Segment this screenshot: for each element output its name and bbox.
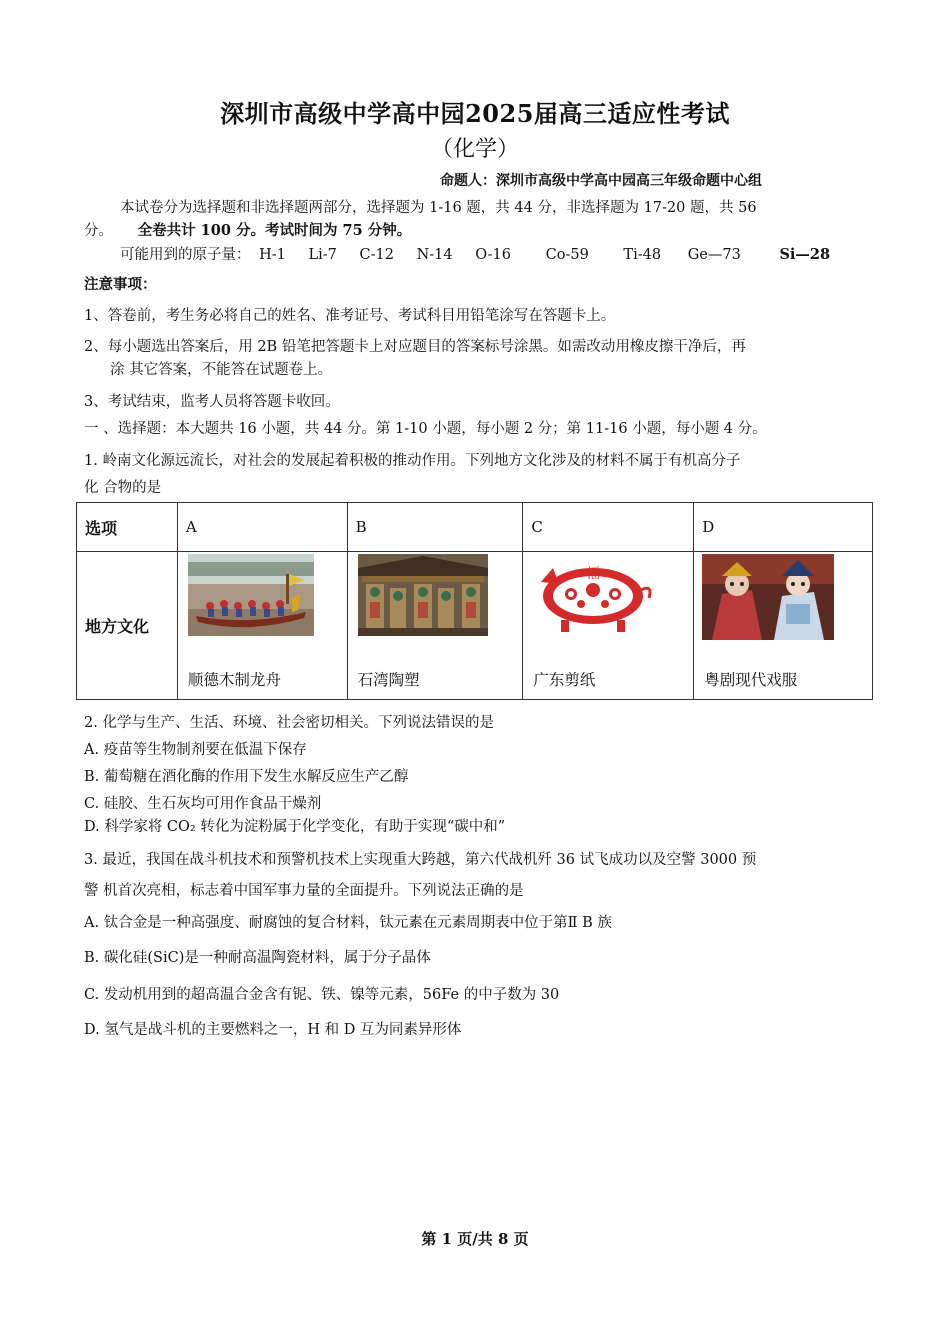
- notes-heading: 注意事项：: [84, 276, 157, 293]
- atom-o: O-16: [475, 247, 512, 263]
- q3-stem-line-2: 警 机首次亮相，标志着中国军事力量的全面提升。下列说法正确的是: [84, 883, 524, 899]
- atom-si: Si—28: [779, 246, 831, 263]
- atomic-masses: [120, 243, 848, 264]
- intro-line-1: 本试卷分为选择题和非选择题两部分，选择题为 1-16 题，共 44 分，非选择题为 17-20 题，共 56: [120, 200, 757, 216]
- note-3: 3、考试结束，监考人员将答题卡收回。: [84, 394, 340, 410]
- cantonese-opera-image: [702, 554, 834, 640]
- atom-c: C-12: [359, 247, 394, 263]
- exam-author: 命题人：深圳市高级中学高中园高三年级命题中心组: [440, 173, 762, 189]
- pottery-sculpture-image: [358, 554, 488, 636]
- option-name-b: 石湾陶塑: [357, 671, 420, 689]
- q1-stem-line-2: 化 合物的是: [84, 480, 162, 496]
- q2-stem: 2. 化学与生产、生活、环境、社会密切相关。下列说法错误的是: [84, 715, 494, 731]
- intro-line-2-bold: 全卷共计 100 分。考试时间为 75 分钟。: [137, 222, 412, 239]
- q3-option-a: A. 钛合金是一种高强度、耐腐蚀的复合材料，钛元素在元素周期表中位于第Ⅱ B 族: [84, 915, 612, 931]
- atom-n: N-14: [416, 247, 453, 263]
- row-label: 地方文化: [77, 552, 178, 700]
- option-key-d: D: [694, 503, 873, 552]
- option-cell-c: [523, 552, 694, 700]
- atom-h: H-1: [259, 247, 286, 263]
- atoms-label: 可能用到的原子量：: [120, 247, 251, 263]
- q3-stem-line-1: 3. 最近，我国在战斗机技术和预警机技术上实现重大跨越，第六代战机歼 36 试飞成功以及空警 3000 预: [84, 852, 757, 868]
- page-number: 第 1 页/共 8 页: [421, 1230, 529, 1248]
- dragon-boat-image: [188, 554, 314, 636]
- atom-ti: Ti-48: [623, 247, 662, 263]
- intro-line-2-prefix: 分。: [84, 223, 113, 239]
- exam-title: 深圳市高级中学高中园2025届高三适应性考试: [220, 99, 730, 128]
- option-cell-b: [347, 552, 523, 700]
- q2-option-c: C. 硅胶、生石灰均可用作食品干燥剂: [84, 796, 322, 812]
- q3-option-d: D. 氢气是战斗机的主要燃料之一，H 和 D 互为同素异形体: [84, 1022, 462, 1038]
- q2-option-b: B. 葡萄糖在酒化酶的作用下发生水解反应生产乙醇: [84, 769, 409, 785]
- option-cell-a: [177, 552, 347, 700]
- section-1-heading: 一 、选择题：本大题共 16 小题，共 44 分。第 1-10 小题，每小题 2 分；第 11-16 小题，每小题 4 分。: [84, 421, 767, 437]
- atom-li: Li-7: [308, 247, 337, 263]
- note-2: 2、每小题选出答案后，用 2B 铅笔把答题卡上对应题目的答案标号涂黑。如需改动用橡皮擦干净后，再: [84, 339, 746, 355]
- header-label: 选项: [77, 503, 178, 552]
- note-2-cont: 涂 其它答案，不能答在试题卷上。: [110, 362, 333, 378]
- table-header-row: [77, 503, 873, 552]
- q3-option-c: C. 发动机用到的超高温合金含有铌、铁、镍等元素，56Fe 的中子数为 30: [84, 987, 560, 1003]
- note-1: 1、答卷前，考生务必将自己的姓名、准考证号、考试科目用铅笔涂写在答题卡上。: [84, 308, 616, 324]
- option-name-c: 广东剪纸: [533, 671, 596, 689]
- option-name-a: 顺德木制龙舟: [187, 671, 281, 689]
- intro-line-2: [84, 219, 411, 240]
- option-key-c: C: [523, 503, 694, 552]
- q2-option-d: D. 科学家将 CO₂ 转化为淀粉属于化学变化，有助于实现“碳中和”: [84, 819, 506, 835]
- q1-options-table: [76, 502, 873, 700]
- option-name-d: 粤剧现代戏服: [704, 671, 798, 689]
- papercut-glyph: 福: [586, 566, 601, 582]
- option-key-a: A: [177, 503, 347, 552]
- atom-co: Co-59: [545, 247, 589, 263]
- option-key-b: B: [347, 503, 523, 552]
- q1-stem-line-1: 1. 岭南文化源远流长，对社会的发展起着积极的推动作用。下列地方文化涉及的材料不属于有机高分子: [84, 453, 741, 469]
- q3-option-b: B. 碳化硅(SiC)是一种耐高温陶瓷材料，属于分子晶体: [84, 950, 431, 966]
- paper-cut-pig-image: [531, 554, 657, 636]
- option-cell-d: [694, 552, 873, 700]
- exam-subject: （化学）: [430, 137, 519, 162]
- q2-option-a: A. 疫苗等生物制剂要在低温下保存: [84, 742, 307, 758]
- atom-ge: Ge—73: [687, 247, 741, 263]
- table-body-row: [77, 552, 873, 700]
